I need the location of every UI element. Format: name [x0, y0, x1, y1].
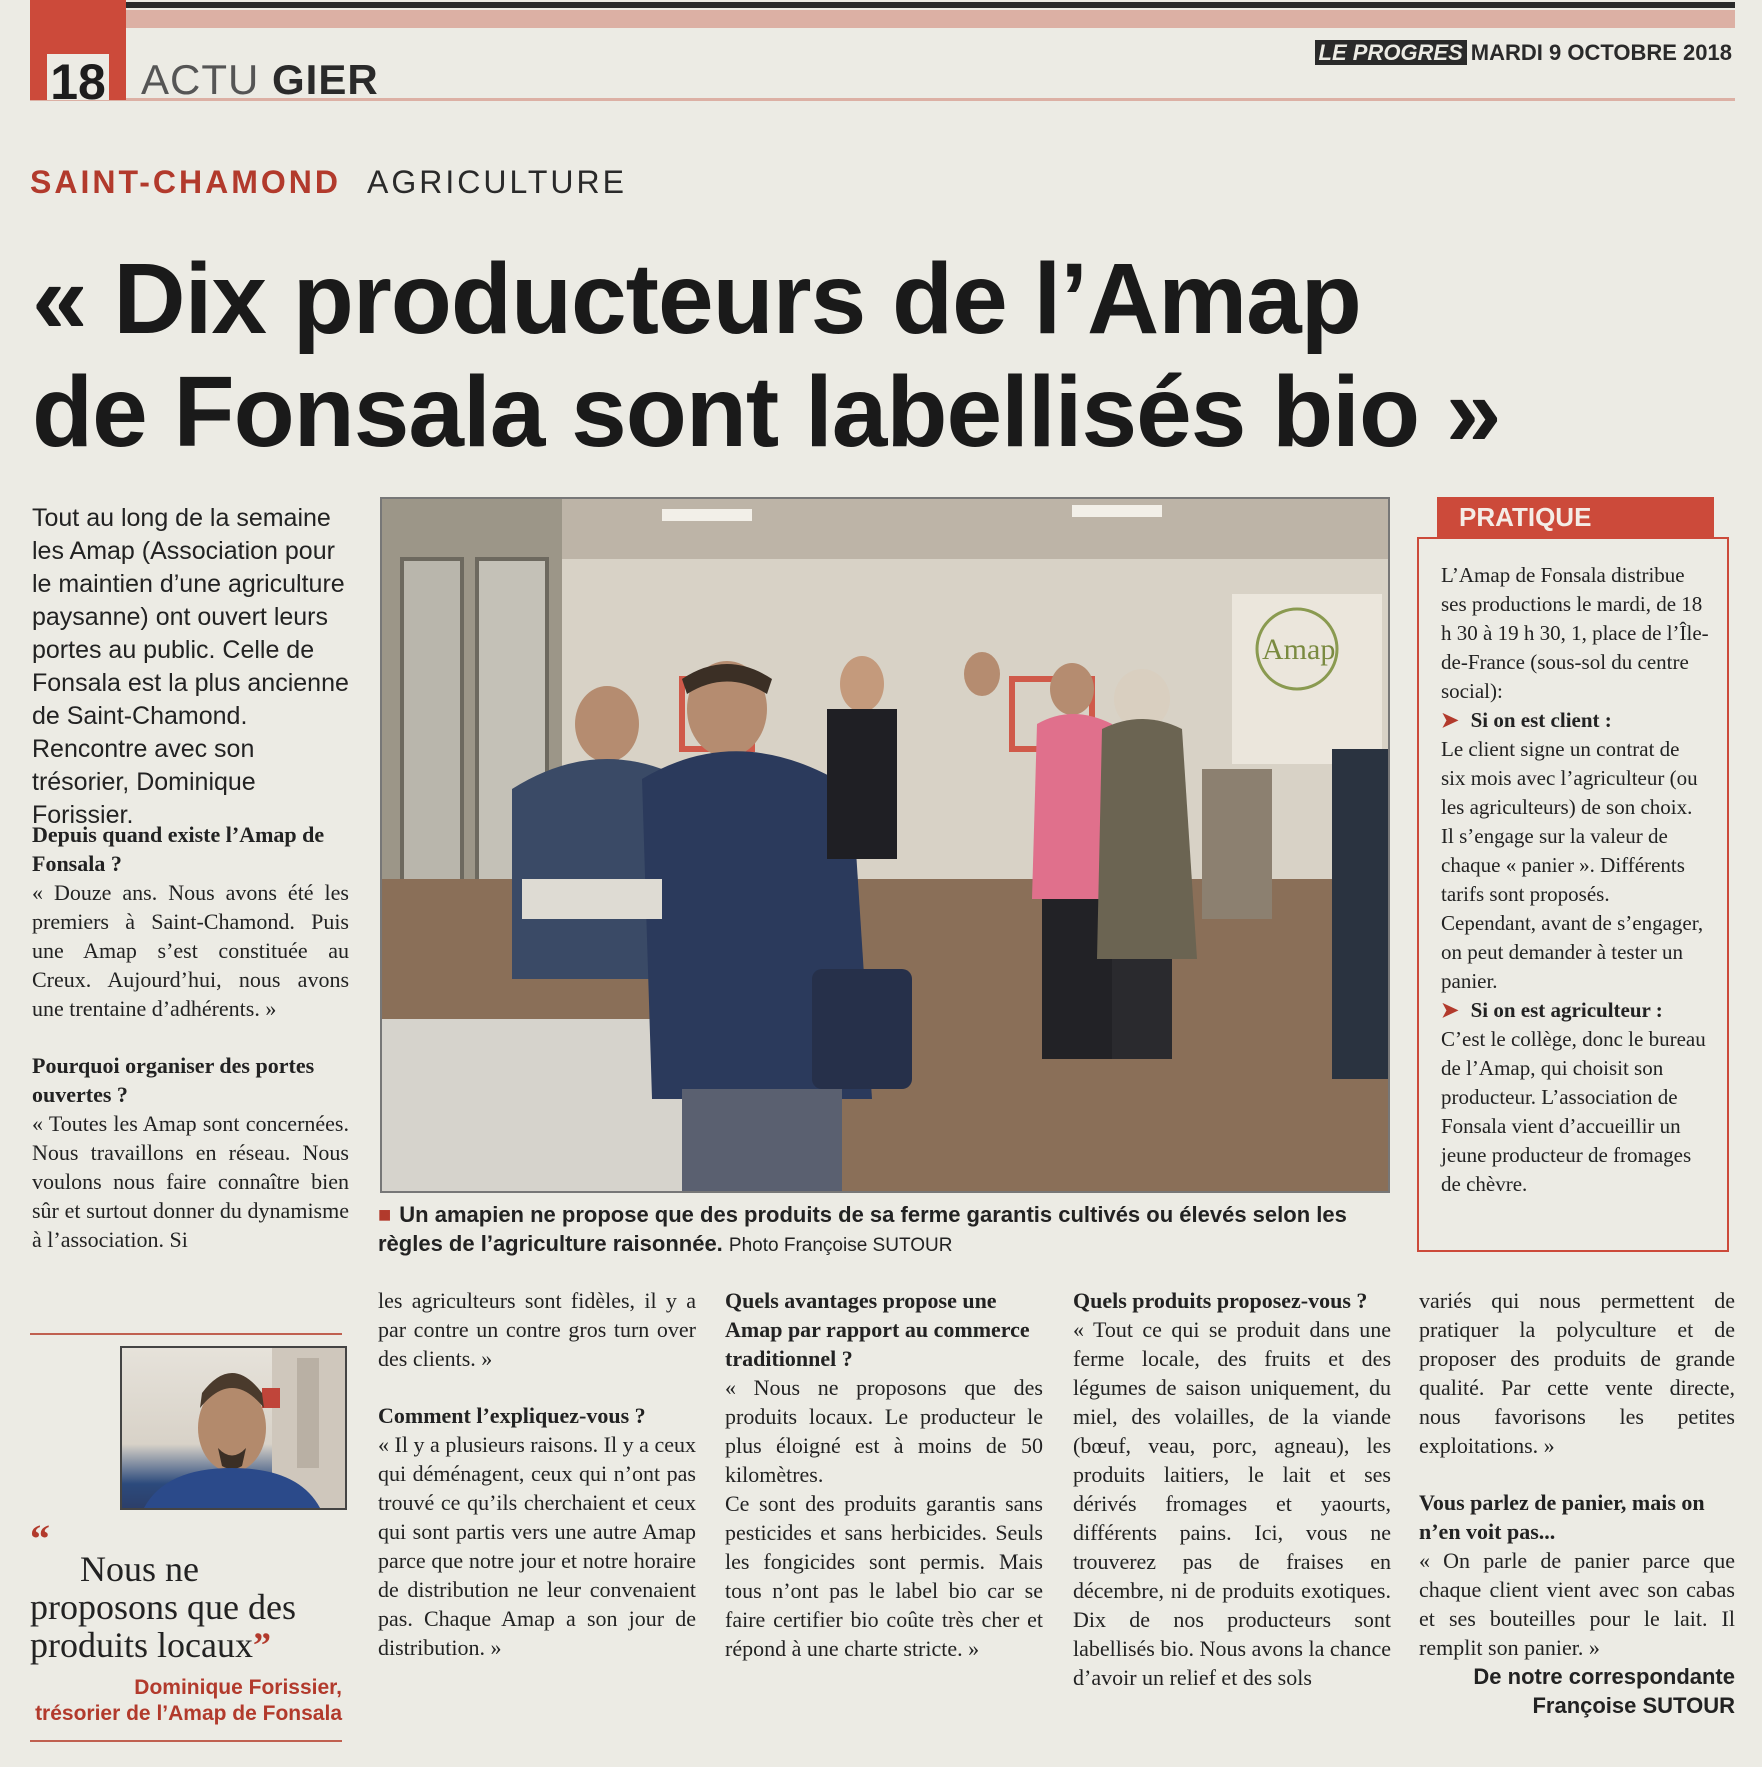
column-4	[1073, 1286, 1391, 1692]
divider	[30, 1333, 342, 1335]
arrow-icon: ➤	[1441, 708, 1459, 732]
headline-line-2: de Fonsala sont labellisés bio »	[32, 356, 1501, 468]
quote-open-icon: “	[30, 1516, 50, 1561]
column-2	[378, 1286, 696, 1662]
sidebar-box	[1417, 537, 1729, 1252]
pull-quote	[30, 1550, 350, 1664]
portrait-photo	[120, 1346, 347, 1510]
kicker-place: SAINT-CHAMOND	[30, 164, 341, 200]
answer: Ce sont des produits garantis sans pesticides et sans herbicides. Seuls les fongicides sont permis. Mais tous n’ont pas le label bio car se faire certifier bio coûte très cher et répond à une charte stricte. »	[725, 1491, 1043, 1661]
section-title-bold: GIER	[272, 56, 379, 103]
signature-line-1: De notre correspondante	[1473, 1664, 1735, 1689]
arrow-icon: ➤	[1441, 998, 1459, 1022]
answer: « On parle de panier parce que chaque client vient avec son cabas et ses bouteilles pour le lait. Il remplit son panier. »	[1419, 1548, 1735, 1660]
section-title-light: ACTU	[141, 56, 260, 103]
column-3	[725, 1286, 1043, 1663]
answer: « Nous ne proposons que des produits locaux. Le producteur le plus éloigné est à moins de 50 kilomètres.	[725, 1375, 1043, 1487]
page-number-text: 18	[47, 54, 109, 100]
masthead	[1315, 40, 1732, 66]
answer: « Tout ce qui se produit dans une ferme locale, des fruits et des légumes de saison uniquement, du miel, des volailles, de la viande (bœuf, veau, porc, agneau), les produits laitiers, le lait et ses dérivés fromages et yaourts, différents pains. Ici, vous ne trouverez pas de fraises en décembre, ni de produits exotiques. Dix de nos producteurs sont labellisés bio. Nous avons la chance d’avoir un relief et des sols	[1073, 1317, 1391, 1690]
column-5	[1419, 1286, 1735, 1720]
sidebar-text: C’est le collège, donc le bureau de l’Amap, qui choisit son producteur. L’association de Fonsala vient d’accueillir un jeune producteur de fromages de chèvre.	[1441, 1027, 1706, 1196]
main-photo	[380, 497, 1390, 1193]
top-rule	[30, 2, 1735, 8]
lead-paragraph: Tout au long de la semaine les Amap (Association pour le maintien d’une agriculture paysanne) ont ouvert leurs portes au public. Celle de Fonsala est la plus ancienne de Saint-Chamond. Rencontre avec son trésorier, Dominique Forissier.	[32, 504, 349, 829]
question: Quels avantages propose une Amap par rapport au commerce traditionnel ?	[725, 1288, 1030, 1371]
answer: « Douze ans. Nous avons été les premiers à Saint-Chamond. Puis une Amap s’est constituée au Creux. Aujourd’hui, nous avons une trentaine d’adhérents. »	[32, 880, 349, 1021]
answer: « Toutes les Amap sont concernées. Nous travaillons en réseau. Nous voulons nous faire connaître bien sûr et surtout donner du dynamisme à l’association. Si	[32, 1111, 349, 1252]
sidebar-subtitle: Si on est agriculteur :	[1470, 998, 1663, 1022]
quote-author-name: Dominique Forissier,	[134, 1676, 342, 1699]
question: Comment l’expliquez-vous ?	[378, 1403, 646, 1428]
signature-line-2: Françoise SUTOUR	[1532, 1693, 1735, 1718]
issue-date: MARDI 9 OCTOBRE 2018	[1470, 40, 1732, 65]
question: Quels produits proposez-vous ?	[1073, 1288, 1368, 1313]
photo-banner-text: Amap	[1262, 633, 1336, 666]
sidebar-subtitle: Si on est client :	[1470, 708, 1612, 732]
headline	[32, 243, 1712, 469]
question: Depuis quand existe l’Amap de Fonsala ?	[32, 822, 325, 876]
divider	[30, 1740, 342, 1742]
page-number	[30, 0, 126, 100]
answer: les agriculteurs sont fidèles, il y a par contre un contre gros turn over des clients. »	[378, 1288, 696, 1371]
photo-credit: Photo Françoise SUTOUR	[728, 1235, 953, 1256]
newspaper-brand: LE PROGRES	[1315, 40, 1467, 65]
question: Pourquoi organiser des portes ouvertes ?	[32, 1053, 315, 1107]
quote-author	[20, 1675, 342, 1727]
photo-caption	[378, 1200, 1398, 1260]
pull-quote-text: Nous ne proposons que des produits locaux	[30, 1549, 296, 1665]
kicker-topic: AGRICULTURE	[366, 164, 627, 200]
answer: variés qui nous permettent de pratiquer la polyculture et de proposer des produits de grande qualité. Par cette vente directe, nous favorisons les petites exploitations. »	[1419, 1288, 1735, 1458]
answer: « Il y a plusieurs raisons. Il y a ceux qui déménagent, ceux qui n’ont pas trouvé ce qu’ils cherchaient et ceux qui sont partis vers une autre Amap parce que notre jour et notre horaire de distribution ne leur convenaient pas. Chaque Amap a son jour de distribution. »	[378, 1432, 696, 1660]
sidebar-text: Le client signe un contrat de six mois avec l’agriculteur (ou les agriculteurs) de son choix. Il s’engage sur la valeur de chaque « panier ». Différents tarifs sont proposés. Cependant, avant de s’engager, on peut demander à tester un panier.	[1441, 737, 1704, 993]
caption-text: Un amapien ne propose que des produits de sa ferme garantis cultivés ou élevés selon les règles de l’agriculture raisonnée.	[378, 1202, 1347, 1256]
sidebar-intro: L’Amap de Fonsala distribue ses productions le mardi, de 18 h 30 à 19 h 30, 1, place de l’Île-de-France (sous-sol du centre social):	[1441, 563, 1709, 703]
signature	[1419, 1662, 1735, 1720]
question: Vous parlez de panier, mais on n’en voit pas...	[1419, 1490, 1705, 1544]
caption-bullet-icon: ■	[378, 1202, 392, 1227]
column-1	[32, 820, 349, 1254]
quote-close-icon: ”	[252, 1625, 271, 1665]
headline-line-1: « Dix producteurs de l’Amap	[32, 243, 1361, 355]
sidebar-title: PRATIQUE	[1437, 497, 1714, 537]
quote-author-role: trésorier de l’Amap de Fonsala	[35, 1702, 342, 1725]
section-title	[141, 56, 379, 104]
kicker	[30, 164, 627, 201]
header-band	[120, 10, 1735, 28]
